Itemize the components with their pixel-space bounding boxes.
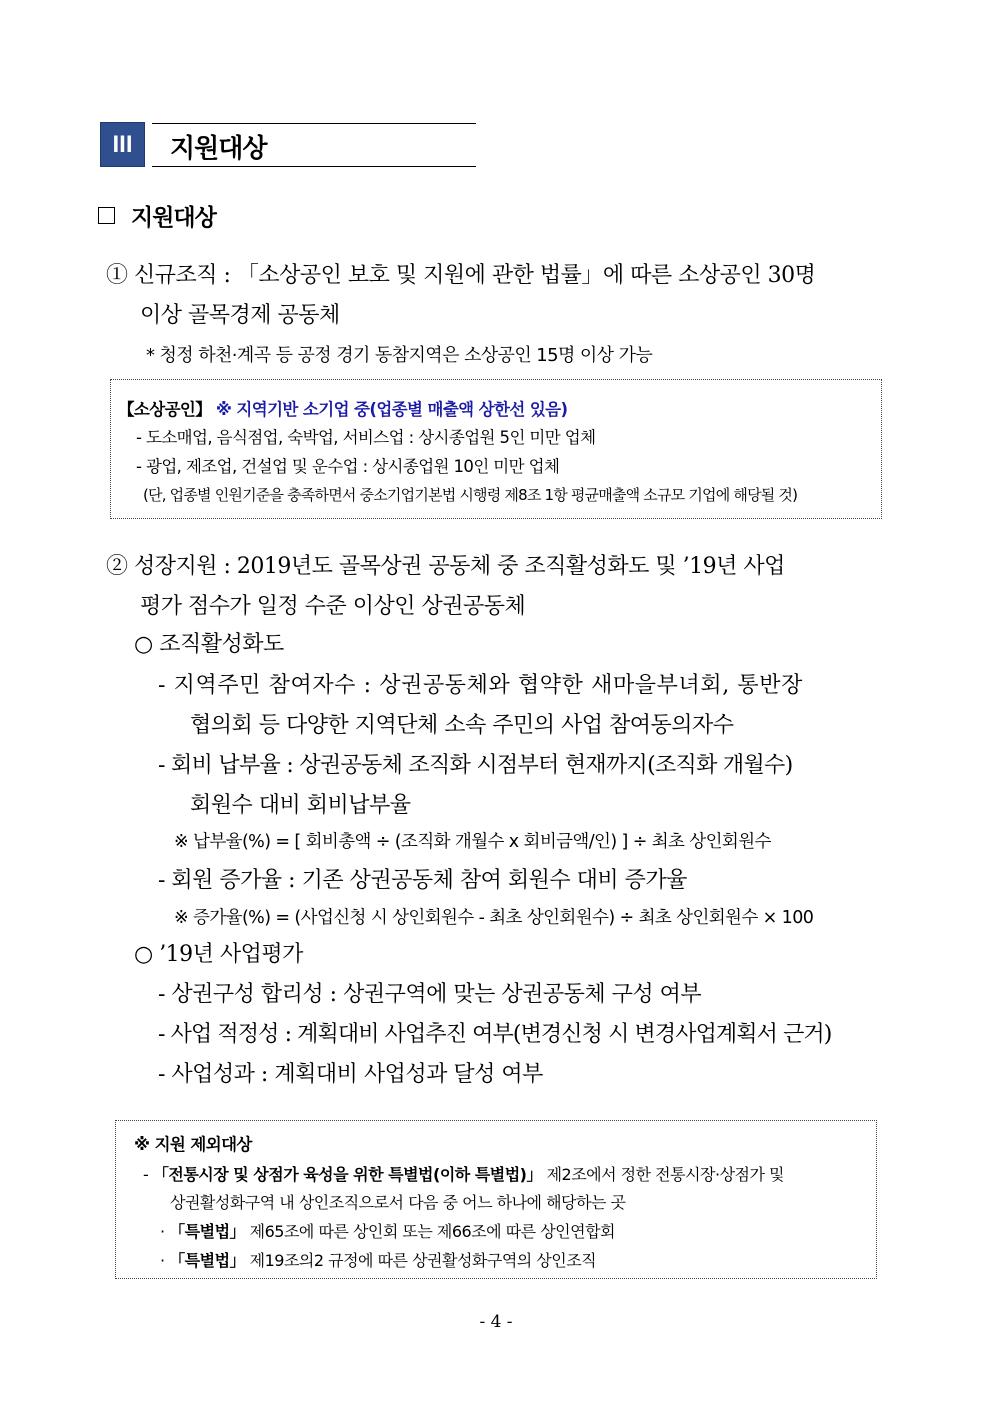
g2-item3: - 사업성과 : 계획대비 사업성과 달성 여부 (158, 1062, 543, 1087)
box2-line4-law: 「특별법」 (169, 1251, 246, 1270)
g1-item3-formula: ※ 증가율(%) = (사업신청 시 상인회원수 - 최초 상인회원수) ÷ 최초 상인회원수 × 100 (174, 908, 814, 928)
box1-label-note: ※ 지역기반 소기업 중(업종별 매출액 상한선 있음) (215, 400, 568, 419)
g1-item2-formula: ※ 납부율(%) = [ 회비총액 ÷ (조직화 개월수 x 회비금액/인) ] ÷ 최초 상인회원수 (174, 832, 771, 852)
box2-title: ※ 지원 제외대상 (134, 1135, 252, 1154)
g1-item2-line1: - 회비 납부율 : 상권공동체 조직화 시점부터 현재까지(조직화 개월수) (158, 753, 793, 778)
box2-line1-dash: - (143, 1165, 153, 1184)
checkbox-square-icon (98, 207, 115, 224)
box2-line3 (160, 1219, 615, 1242)
box2-line4-dot: · (160, 1251, 170, 1270)
box2-line1-law: 「전통시장 및 상점가 육성을 위한 특별법(이하 특별법)」 (152, 1165, 542, 1184)
g2-item2: - 사업 적정성 : 계획대비 사업추진 여부(변경신청 시 변경사업계획서 근거) (158, 1022, 832, 1047)
g1-item2-line2: 회원수 대비 회비납부율 (190, 793, 411, 818)
section-number-badge: III (100, 122, 145, 167)
box1-line3: (단, 업종별 인원기준을 충족하면서 중소기업기본법 시행령 제8조 1항 평균매출액 소규모 기업에 해당될 것) (143, 486, 798, 504)
page-number: - 4 - (479, 1312, 513, 1332)
box2-line4-rest: 제19조의2 규정에 따른 상권활성화구역의 상인조직 (245, 1251, 597, 1270)
box2-line1-rest: 제2조에서 정한 전통시장·상점가 및 (541, 1165, 784, 1184)
item1-line2: 이상 골목경제 공동체 (140, 303, 340, 328)
box2-line3-rest: 제65조에 따른 상인회 또는 제66조에 따른 상인연합회 (245, 1222, 615, 1241)
box1-label: 【소상공인】 (118, 400, 212, 419)
box2-line3-dot: · (160, 1222, 170, 1241)
box1-line1: - 도소매업, 음식점업, 숙박업, 서비스업 : 상시종업원 5인 미만 업체 (136, 428, 596, 447)
group1-title: ○ 조직활성화도 (134, 632, 284, 657)
box2-line3-law: 「특별법」 (169, 1222, 246, 1241)
box1-line2: - 광업, 제조업, 건설업 및 운수업 : 상시종업원 10인 미만 업체 (136, 457, 560, 476)
item2-line2: 평가 점수가 일정 수준 이상인 상권공동체 (140, 594, 526, 619)
section-title: 지원대상 (170, 134, 267, 164)
subheading-title: 지원대상 (131, 205, 216, 231)
box1-heading (118, 396, 567, 420)
g1-item1-line1: - 지역주민 참여자수 : 상권공동체와 협약한 새마을부녀회, 통반장 (158, 673, 803, 698)
box2-line4 (160, 1248, 596, 1271)
group2-title: ○ ’19년 사업평가 (134, 942, 303, 967)
item1-line1: ① 신규조직 : 「소상공인 보호 및 지원에 관한 법률」에 따른 소상공인 30명 (106, 263, 816, 288)
item1-note: * 청정 하천·계곡 등 공정 경기 동참지역은 소상공인 15명 이상 가능 (146, 345, 653, 366)
g1-item1-line2: 협의회 등 다양한 지역단체 소속 주민의 사업 참여동의자수 (190, 713, 734, 738)
item2-line1: ② 성장지원 : 2019년도 골목상권 공동체 중 조직활성화도 및 ’19년 사업 (106, 554, 785, 579)
g2-item1: - 상권구성 합리성 : 상권구역에 맞는 상권공동체 구성 여부 (158, 982, 702, 1007)
box2-line2: 상권활성화구역 내 상인조직으로서 다음 중 어느 하나에 해당하는 곳 (170, 1193, 626, 1212)
g1-item3-line1: - 회원 증가율 : 기존 상권공동체 참여 회원수 대비 증가율 (158, 868, 687, 893)
box2-line1 (143, 1162, 784, 1185)
